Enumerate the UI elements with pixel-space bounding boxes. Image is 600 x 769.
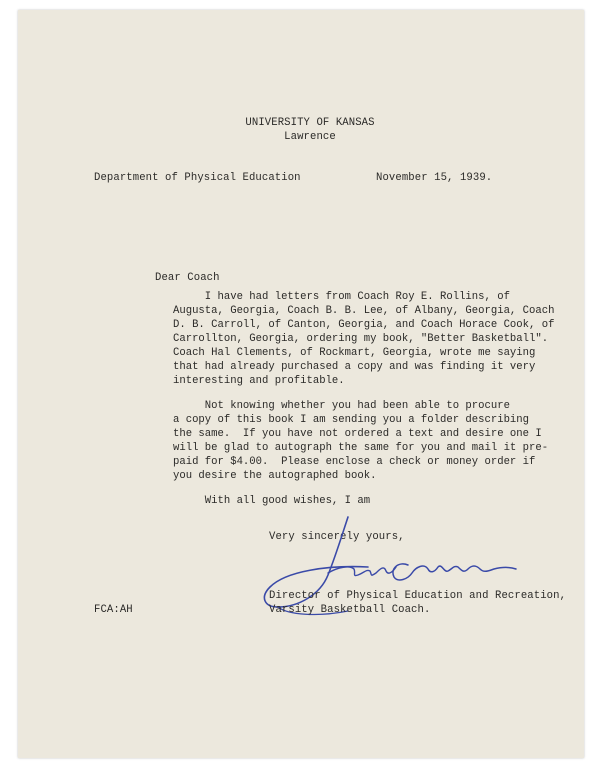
paragraph-line: I have had letters from Coach Roy E. Rollins, of [173,291,510,303]
paragraph-line: Not knowing whether you had been able to procure [173,400,510,412]
paragraph-line: D. B. Carroll, of Canton, Georgia, and Coach Horace Cook, of [173,319,555,331]
closing: Very sincerely yours, [269,531,405,543]
letterhead-city: Lawrence [284,131,336,143]
paragraph-line: Augusta, Georgia, Coach B. B. Lee, of Albany, Georgia, Coach [173,305,555,317]
paragraph-line: that had already purchased a copy and was finding it very [173,361,536,373]
reference-initials: FCA:AH [94,604,133,616]
good-wishes: With all good wishes, I am [173,495,371,507]
letter-sheet [18,10,584,758]
paragraph-line: a copy of this book I am sending you a folder describing [173,414,530,426]
department-name: Department of Physical Education [94,172,301,184]
paragraph-line: Carrollton, Georgia, ordering my book, "Better Basketball". [173,333,549,345]
paragraph-line: will be glad to autograph the same for you and mail it pre- [173,442,549,454]
paragraph-line: you desire the autographed book. [173,470,377,482]
paragraph-line: interesting and profitable. [173,375,345,387]
letterhead-institution: UNIVERSITY OF KANSAS [245,117,375,129]
letter-date: November 15, 1939. [376,172,493,184]
signer-title-line-2: Varsity Basketball Coach. [269,604,431,616]
paragraph-line: the same. If you have not ordered a text and desire one I [173,428,542,440]
paragraph-line: Coach Hal Clements, of Rockmart, Georgia, wrote me saying [173,347,536,359]
salutation: Dear Coach [155,272,220,284]
paragraph-line: paid for $4.00. Please enclose a check or money order if [173,456,536,468]
signer-title-line-1: Director of Physical Education and Recreation, [269,590,567,602]
